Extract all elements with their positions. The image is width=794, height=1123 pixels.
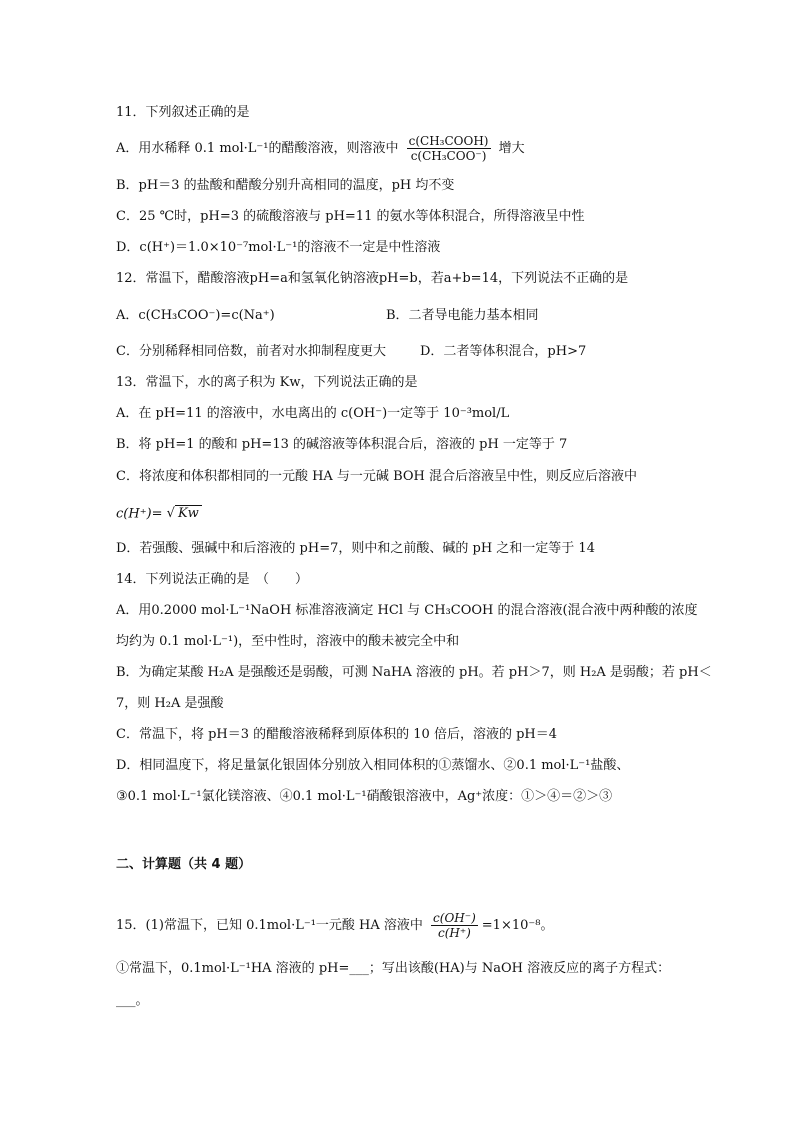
q11-fraction: [407, 134, 491, 163]
q15-stem: [116, 910, 553, 942]
q12-option-a: A．c(CH₃COO⁻)=c(Na⁺): [116, 308, 275, 323]
section-heading: 二、计算题（共 4 题）: [116, 857, 252, 872]
q15-stem-text: 15．(1)常温下，已知 0.1mol·L⁻¹一元酸 HA 溶液中: [116, 918, 423, 933]
q14-option-b-line1: B．为确定某酸 H₂A 是强酸还是弱酸，可测 NaHA 溶液的 pH。若 pH＞7，则 H₂A 是弱酸；若 pH＜: [116, 665, 712, 680]
q13-option-a: A．在 pH=11 的溶液中，水电离出的 c(OH⁻)一定等于 10⁻³mol/L: [116, 406, 510, 421]
q11-option-d: D．c(H⁺)＝1.0×10⁻⁷mol·L⁻¹的溶液不一定是中性溶液: [116, 240, 441, 255]
q13-formula: [116, 502, 202, 527]
q11-option-a-text: A．用水稀释 0.1 mol·L⁻¹的醋酸溶液，则溶液中: [116, 141, 399, 156]
q14-stem: 14．下列说法正确的是 （ ）: [116, 572, 309, 587]
q11-option-b: B．pH＝3 的盐酸和醋酸分别升高相同的温度，pH 均不变: [116, 178, 455, 193]
q14-option-b-line2: 7，则 H₂A 是强酸: [116, 696, 224, 711]
q13-sqrt-radicand: Kw: [175, 505, 202, 521]
q13-formula-left: c(H⁺)=: [116, 506, 163, 522]
q14-option-d-line2: ③0.1 mol·L⁻¹氯化镁溶液、④0.1 mol·L⁻¹硝酸银溶液中，Ag⁺浓度：①＞④＝②＞③: [116, 789, 613, 804]
q11-fraction-numerator: c(CH₃COOH): [408, 134, 489, 148]
q14-option-a-line2: 均约为 0.1 mol·L⁻¹)，至中性时，溶液中的酸未被完全中和: [116, 634, 460, 649]
q11-option-a-tail: 增大: [498, 141, 525, 156]
q13-option-d: D．若强酸、强碱中和后溶液的 pH=7，则中和之前酸、碱的 pH 之和一定等于 14: [116, 541, 595, 556]
q15-sub1: ①常温下，0.1mol·L⁻¹HA 溶液的 pH=___；写出该酸(HA)与 NaOH 溶液反应的离子方程式：: [116, 961, 671, 976]
q11-option-c: C．25 ℃时，pH=3 的硫酸溶液与 pH=11 的氨水等体积混合，所得溶液呈中性: [116, 209, 585, 224]
q12-option-b: B．二者导电能力基本相同: [386, 308, 539, 323]
q15-sub1-blank: ___。: [116, 993, 149, 1008]
q12-stem: 12．常温下，醋酸溶液pH=a和氢氧化钠溶液pH=b，若a+b=14，下列说法不正确的是: [116, 271, 629, 286]
q12-option-c: C．分别稀释相同倍数，前者对水抑制程度更大: [116, 344, 386, 359]
q13-option-b: B．将 pH=1 的酸和 pH=13 的碱溶液等体积混合后，溶液的 pH 一定等于 7: [116, 437, 568, 452]
q15-fraction: [431, 911, 478, 940]
q14-option-a-line1: A．用0.2000 mol·L⁻¹NaOH 标准溶液滴定 HCl 与 CH₃COOH 的混合溶液(混合液中两种酸的浓度: [116, 603, 698, 618]
q14-option-c: C．常温下，将 pH＝3 的醋酸溶液稀释到原体积的 10 倍后，溶液的 pH＝4: [116, 727, 558, 742]
q15-fraction-denominator: c(H⁺): [431, 925, 478, 940]
q11-fraction-denominator: c(CH₃COO⁻): [407, 148, 491, 163]
q11-option-a: [116, 134, 525, 164]
q13-stem: 13．常温下，水的离子积为 Kw，下列说法正确的是: [116, 375, 418, 390]
q15-stem-tail: =1×10⁻⁸。: [481, 918, 554, 933]
q11-stem: 11．下列叙述正确的是: [116, 105, 250, 120]
q12-option-d: D．二者等体积混合，pH>7: [420, 344, 587, 359]
q15-fraction-numerator: c(OH⁻): [433, 911, 476, 925]
q13-sqrt: √ Kw: [167, 502, 202, 526]
q14-option-d-line1: D．相同温度下，将足量氯化银固体分别放入相同体积的①蒸馏水、②0.1 mol·L⁻¹盐酸、: [116, 758, 630, 773]
q13-option-c: C．将浓度和体积都相同的一元酸 HA 与一元碱 BOH 混合后溶液呈中性，则反应后溶液中: [116, 469, 637, 484]
